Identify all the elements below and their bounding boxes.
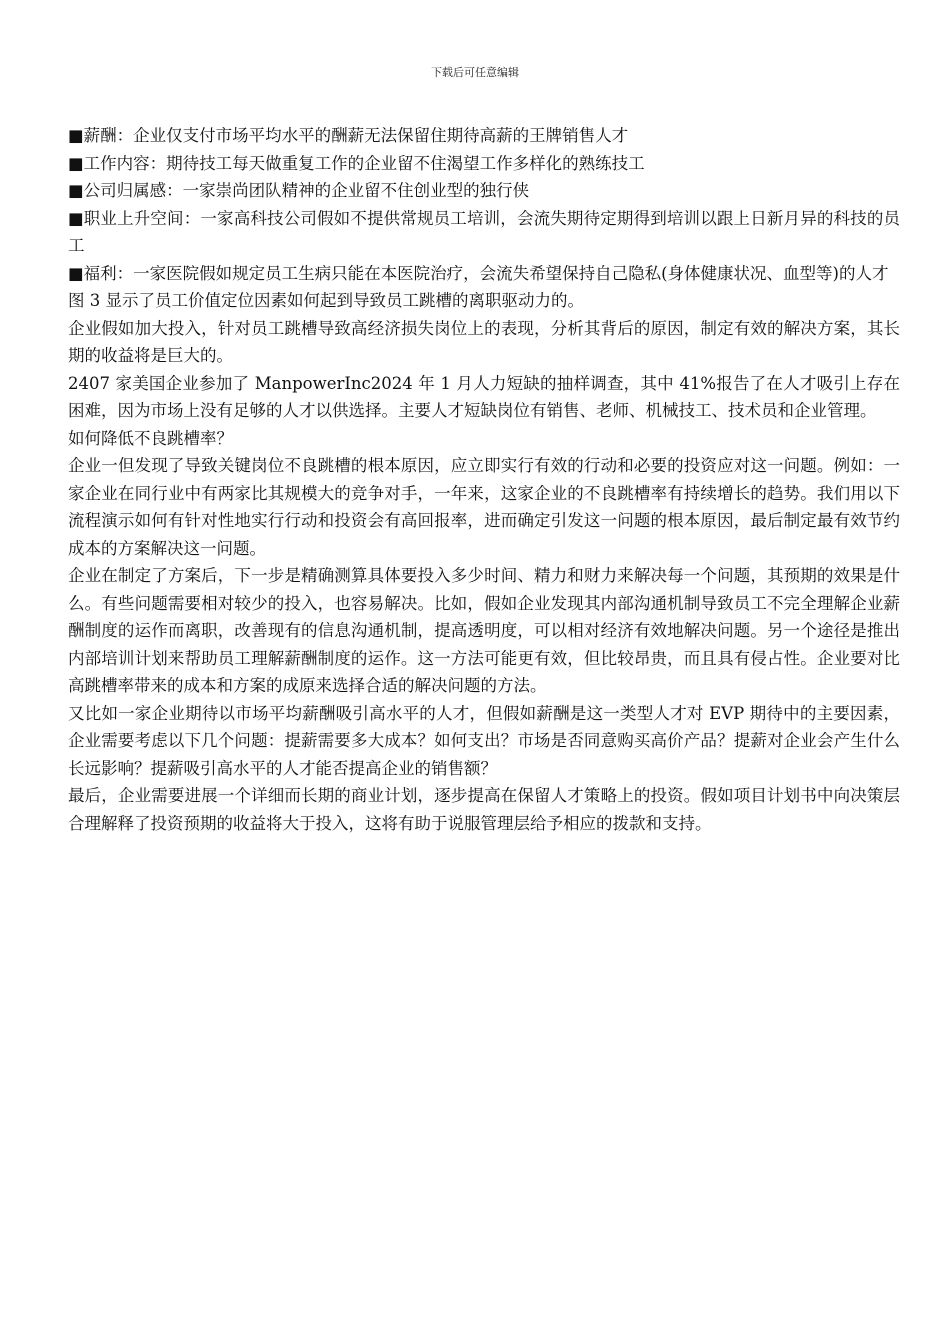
paragraph-salary-example: 又比如一家企业期待以市场平均薪酬吸引高水平的人才，但假如薪酬是这一类型人才对 EVP 期待中的主要因素，企业需要考虑以下几个问题：提薪需要多大成本？如何支出？市场是否同意购买高价产品？提薪对企业会产生什么长远影响？提薪吸引高水平的人才能否提高企业的销售额？ (68, 703, 900, 778)
document-body (68, 122, 900, 837)
bullet-benefits: ■福利：一家医院假如规定员工生病只能在本医院治疗，会流失希望保持自己隐私(身体健康状况、血型等)的人才 (68, 263, 889, 283)
page-header: 下载后可任意编辑 (431, 66, 519, 79)
paragraph-root-cause: 企业一但发现了导致关键岗位不良跳槽的根本原因，应立即实行有效的行动和必要的投资应对这一问题。例如：一家企业在同行业中有两家比其规模大的竞争对手，一年来，这家企业的不良跳槽率有持续增长的趋势。我们用以下流程演示如何有针对性地实行行动和投资会有高回报率，进而确定引发这一问题的根本原因，最后制定最有效节约成本的方案解决这一问题。 (68, 456, 900, 558)
paragraph-cost-estimate: 企业在制定了方案后，下一步是精确测算具体要投入多少时间、精力和财力来解决每一个问题，其预期的效果是什么。有些问题需要相对较少的投入，也容易解决。比如，假如企业发现其内部沟通机制导致员工不完全理解企业薪酬制度的运作而离职，改善现有的信息沟通机制，提高透明度，可以相对经济有效地解决问题。另一个途径是推出内部培训计划来帮助员工理解薪酬制度的运作。这一方法可能更有效，但比较昂贵，而且具有侵占性。企业要对比高跳槽率带来的成本和方案的成原来选择合适的解决问题的方法。 (68, 566, 900, 695)
paragraph-conclusion: 最后，企业需要进展一个详细而长期的商业计划，逐步提高在保留人才策略上的投资。假如项目计划书中向决策层合理解释了投资预期的收益将大于投入，这将有助于说服管理层给予相应的拨款和支持。 (68, 786, 900, 833)
section-heading: 如何降低不良跳槽率？ (68, 428, 233, 448)
bullet-work-content: ■工作内容：期待技工每天做重复工作的企业留不住渴望工作多样化的熟练技工 (68, 153, 645, 173)
bullet-career-growth: ■职业上升空间：一家高科技公司假如不提供常规员工培训，会流失期待定期得到培训以跟上日新月异的科技的员工 (68, 208, 900, 255)
bullet-belonging: ■公司归属感：一家崇尚团队精神的企业留不住创业型的独行侠 (68, 181, 530, 200)
paragraph-survey: 2407 家美国企业参加了 ManpowerInc2024 年 1 月人力短缺的抽样调查，其中 41%报告了在人才吸引上存在困难，因为市场上没有足够的人才以供选择。主要人才短缺岗位有销售、老师、机械技工、技术员和企业管理。 (68, 373, 900, 420)
bullet-salary: ■薪酬：企业仅支付市场平均水平的酬薪无法保留住期待高薪的王牌销售人才 (68, 126, 629, 145)
paragraph-figure-reference: 图 3 显示了员工价值定位因素如何起到导致员工跳槽的离职驱动力的。 (68, 291, 584, 310)
paragraph-investment: 企业假如加大投入，针对员工跳槽导致高经济损失岗位上的表现，分析其背后的原因，制定有效的解决方案，其长期的收益将是巨大的。 (68, 318, 900, 365)
